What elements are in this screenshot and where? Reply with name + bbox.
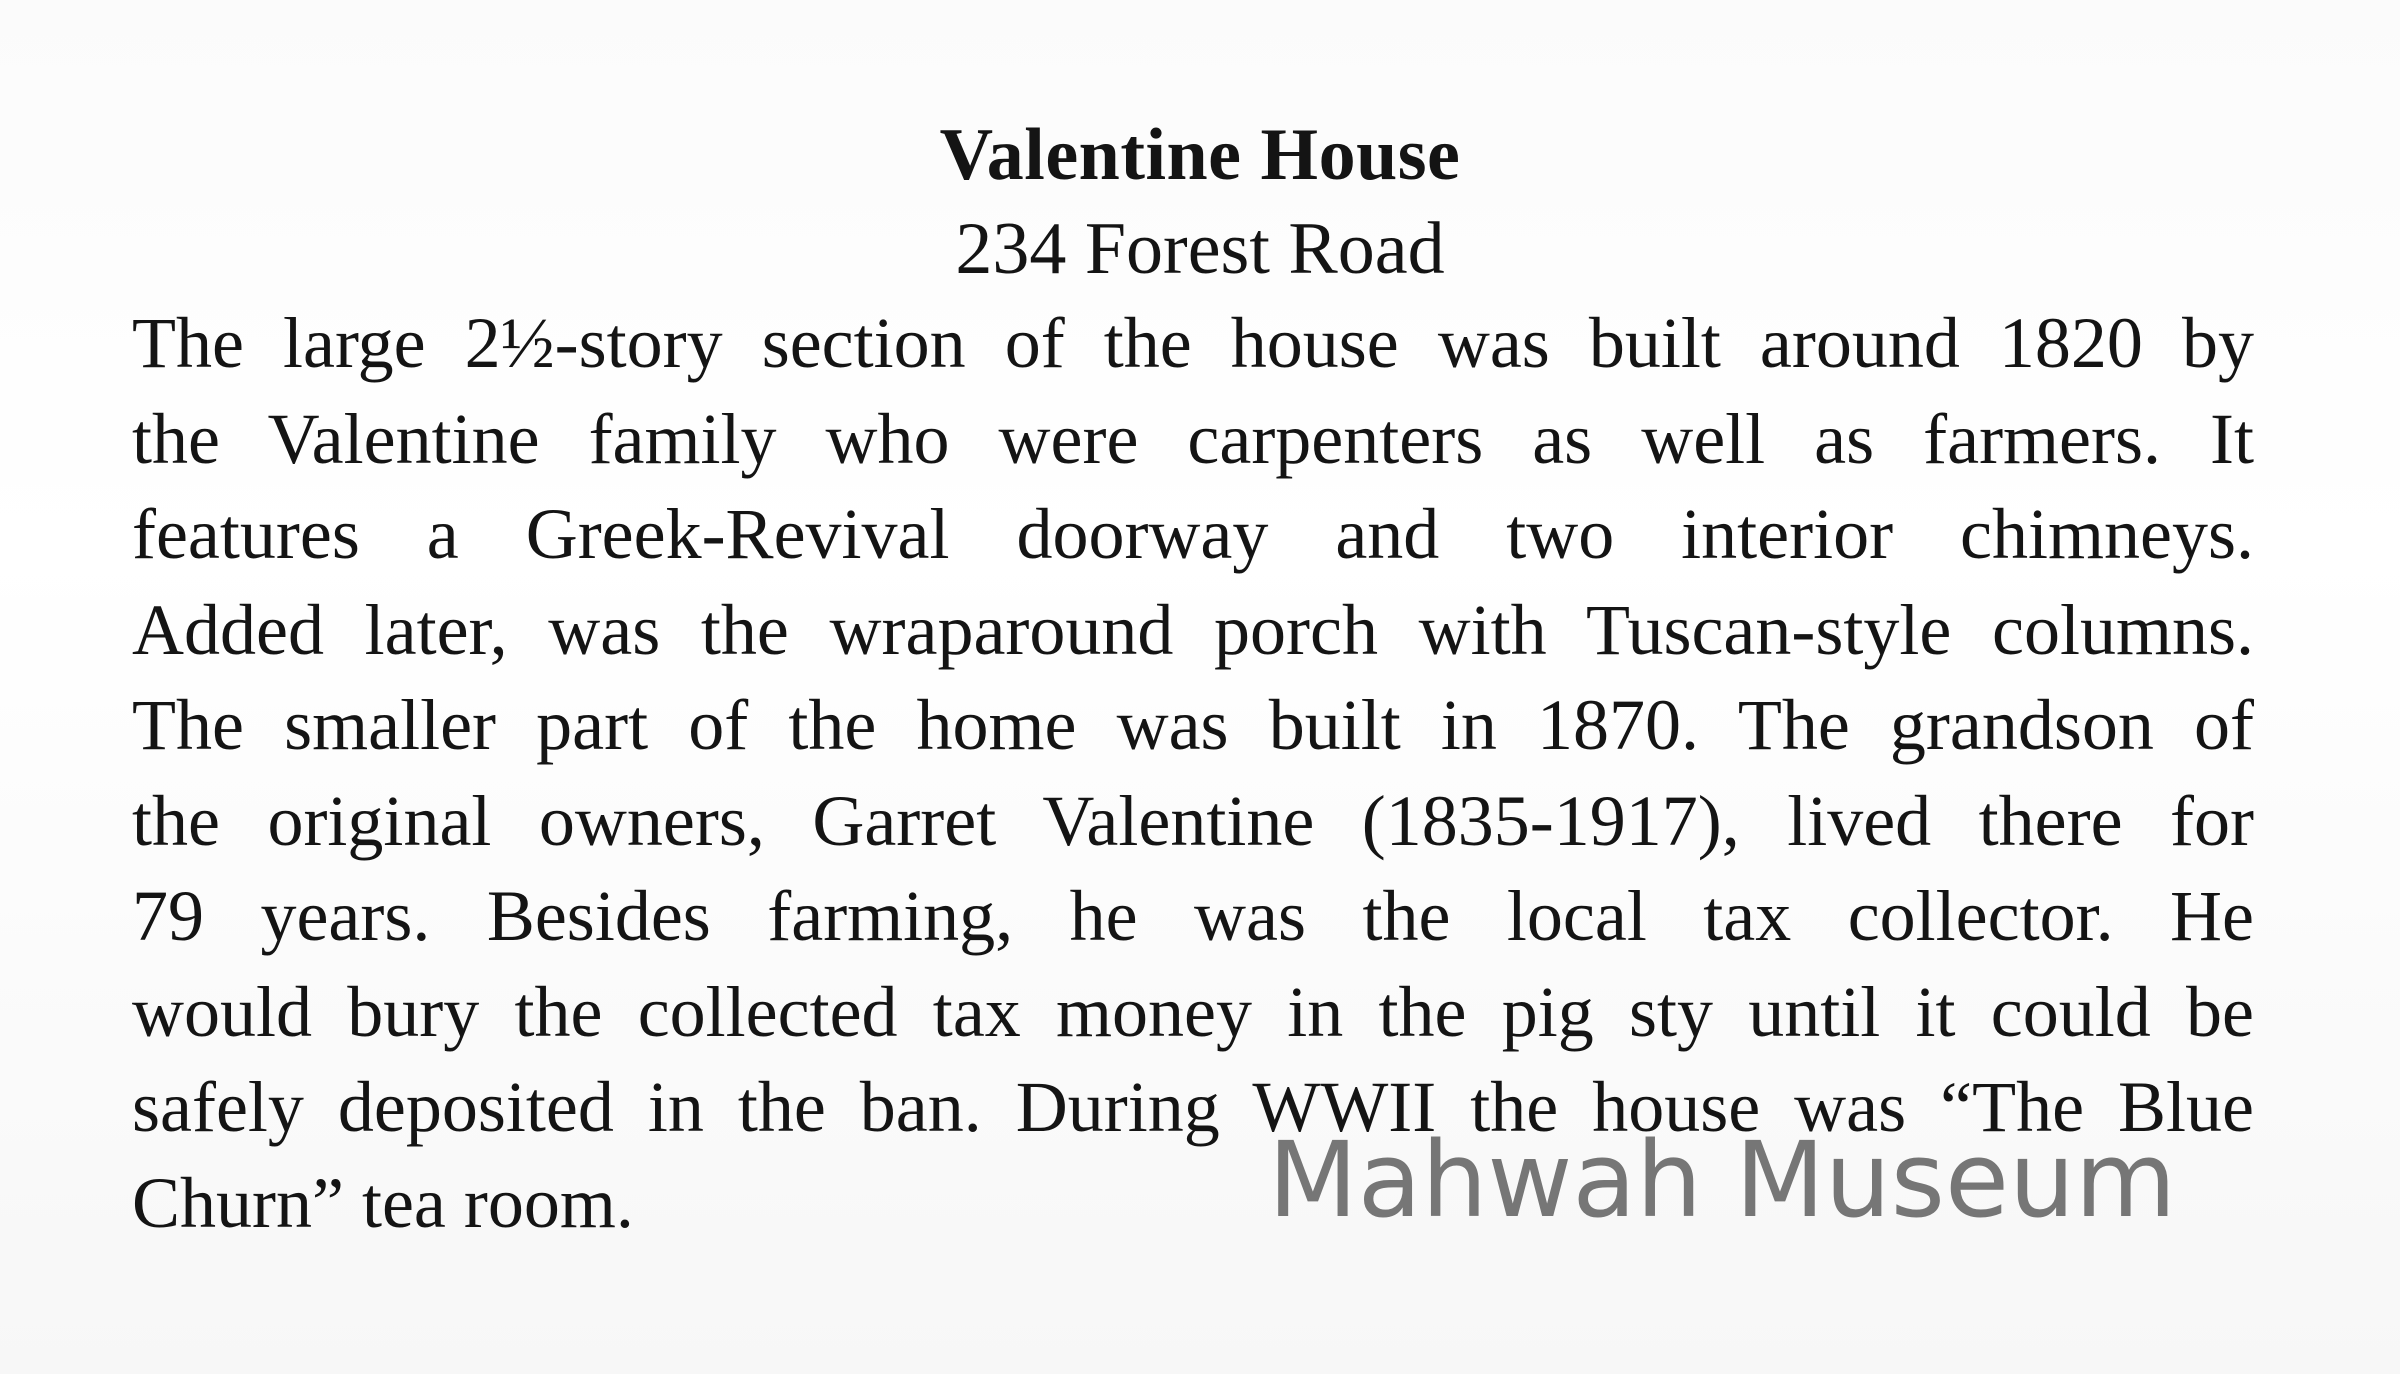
body-line: The smaller part of the home was built in 1870. The grandson of <box>132 685 2254 765</box>
museum-watermark: Mahwah Museum <box>1268 1119 2177 1241</box>
body-line: the original owners, Garret Valentine (1835-1917), lived there for <box>132 780 2254 861</box>
body-line: 79 years. Besides farming, he was the local tax collector. He <box>132 876 2254 956</box>
placard-title: Valentine House <box>939 114 1461 196</box>
body-line: would bury the collected tax money in the pig sty until it could be <box>132 971 2254 1052</box>
placard-body <box>132 296 2254 1251</box>
body-line: Added later, was the wraparound porch with Tuscan-style columns. <box>132 589 2254 670</box>
body-line: The large 2½-story section of the house was built around 1820 by <box>132 303 2254 383</box>
body-line: safely deposited in the ban. During WWII the house was “The Blue <box>132 1067 2254 1147</box>
body-line: the Valentine family who were carpenters as well as farmers. It <box>132 398 2254 479</box>
placard-address: 234 Forest Road <box>955 208 1445 290</box>
body-line: features a Greek-Revival doorway and two interior chimneys. <box>132 494 2254 574</box>
body-line: Churn” tea room. <box>132 1162 634 1243</box>
